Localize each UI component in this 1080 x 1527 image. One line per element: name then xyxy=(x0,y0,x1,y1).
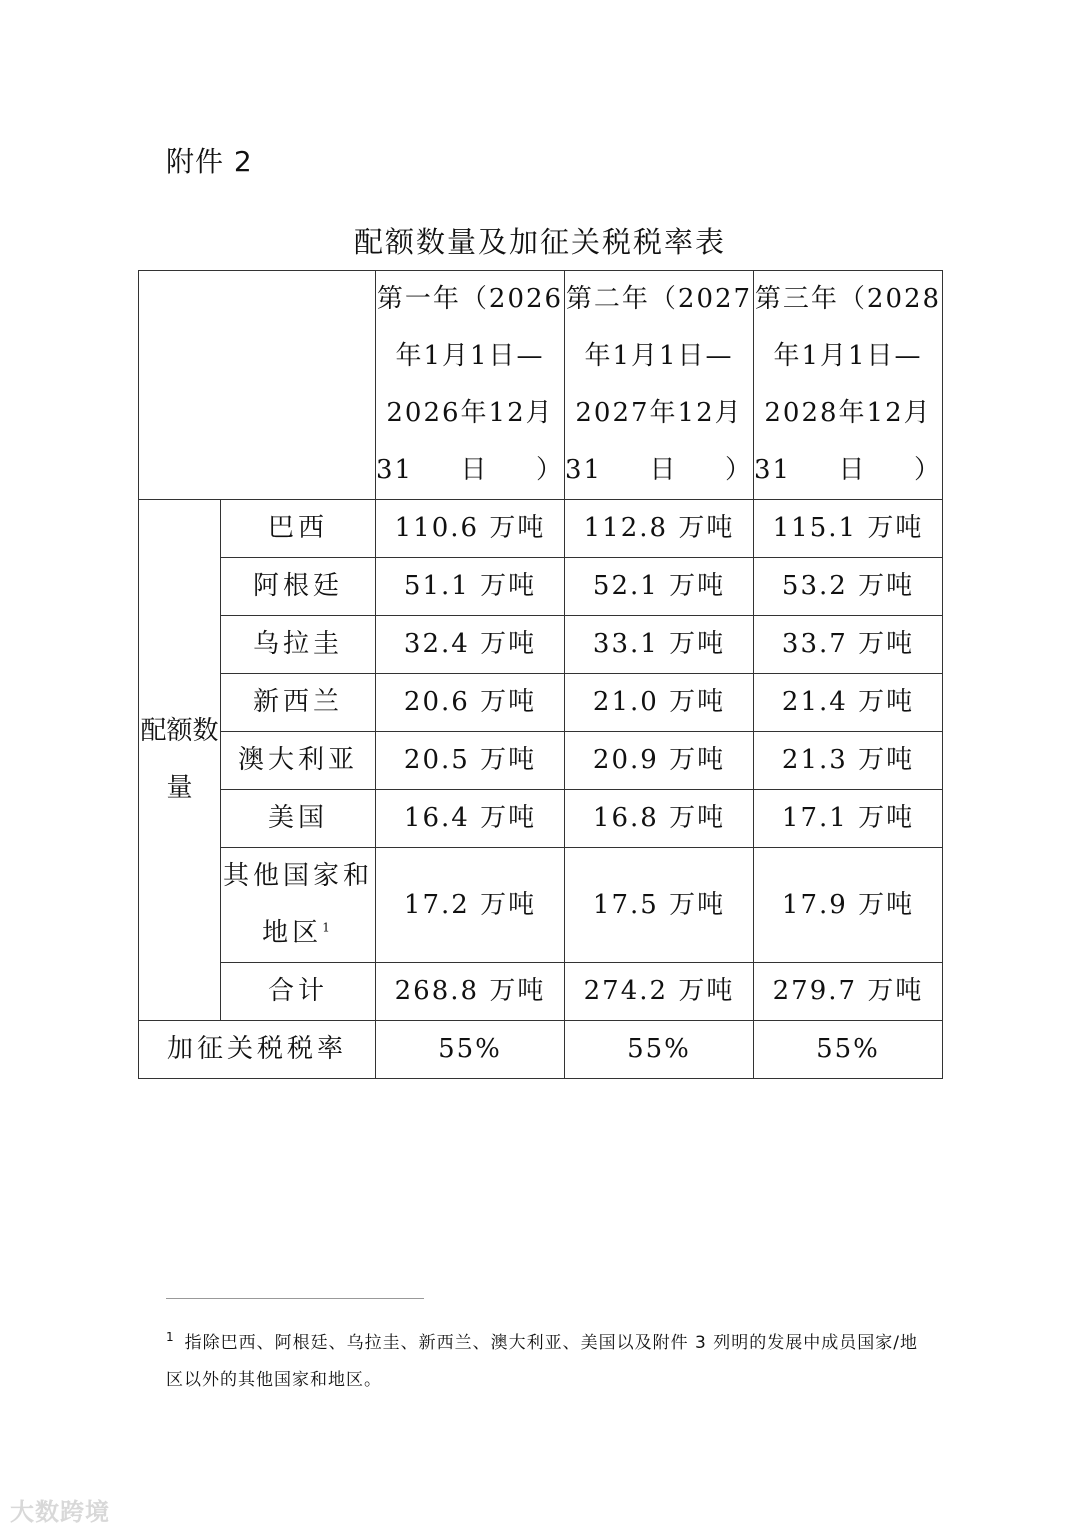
table-row xyxy=(139,848,943,963)
tariff-label: 加征关税税率 xyxy=(139,1021,376,1079)
country-name: 澳大利亚 xyxy=(221,732,376,790)
quota-value: 33.1 万吨 xyxy=(565,616,754,674)
country-name: 新西兰 xyxy=(221,674,376,732)
quota-value: 16.4 万吨 xyxy=(376,790,565,848)
period-year-1: 第一年（2026年1月1日—2026年12月31日） xyxy=(376,271,565,500)
quota-value: 21.4 万吨 xyxy=(754,674,943,732)
table-row xyxy=(139,558,943,616)
watermark: 大数跨境 xyxy=(10,1498,110,1526)
quota-value: 17.1 万吨 xyxy=(754,790,943,848)
footnote-divider xyxy=(166,1298,424,1299)
quota-value: 20.6 万吨 xyxy=(376,674,565,732)
table-title: 配额数量及加征关税税率表 xyxy=(353,225,726,259)
table-row xyxy=(139,674,943,732)
quota-value: 20.9 万吨 xyxy=(565,732,754,790)
quota-value: 268.8 万吨 xyxy=(376,963,565,1021)
period-year-3: 第三年（2028年1月1日—2028年12月31日） xyxy=(754,271,943,500)
country-name: 乌拉圭 xyxy=(221,616,376,674)
quota-value: 17.9 万吨 xyxy=(754,848,943,963)
quota-value: 16.8 万吨 xyxy=(565,790,754,848)
header-row xyxy=(139,271,943,500)
quota-value: 53.2 万吨 xyxy=(754,558,943,616)
quota-value: 51.1 万吨 xyxy=(376,558,565,616)
footnote-mark: 1 xyxy=(322,920,334,935)
country-name xyxy=(221,848,376,963)
table-row xyxy=(139,732,943,790)
header-empty-cell xyxy=(139,271,376,500)
quota-value: 20.5 万吨 xyxy=(376,732,565,790)
quota-group-label: 配额数量 xyxy=(139,500,221,1021)
country-name: 巴西 xyxy=(221,500,376,558)
country-name: 美国 xyxy=(221,790,376,848)
table-row xyxy=(139,616,943,674)
tariff-value: 55% xyxy=(565,1021,754,1079)
quota-value: 52.1 万吨 xyxy=(565,558,754,616)
tariff-value: 55% xyxy=(754,1021,943,1079)
footnote-number: 1 xyxy=(166,1330,175,1345)
quota-value: 279.7 万吨 xyxy=(754,963,943,1021)
country-name-text: 其他国家和地区 xyxy=(222,861,373,948)
attachment-label: 附件 2 xyxy=(166,145,253,178)
quota-value: 115.1 万吨 xyxy=(754,500,943,558)
table-row xyxy=(139,790,943,848)
quota-value: 33.7 万吨 xyxy=(754,616,943,674)
quota-value: 110.6 万吨 xyxy=(376,500,565,558)
quota-value: 17.2 万吨 xyxy=(376,848,565,963)
table-row xyxy=(139,500,943,558)
quota-value: 17.5 万吨 xyxy=(565,848,754,963)
quota-value: 274.2 万吨 xyxy=(565,963,754,1021)
footnote xyxy=(166,1325,926,1399)
quota-table xyxy=(138,270,943,1079)
country-name: 合计 xyxy=(221,963,376,1021)
tariff-value: 55% xyxy=(376,1021,565,1079)
quota-value: 21.3 万吨 xyxy=(754,732,943,790)
tariff-row xyxy=(139,1021,943,1079)
country-name: 阿根廷 xyxy=(221,558,376,616)
quota-value: 32.4 万吨 xyxy=(376,616,565,674)
quota-value: 112.8 万吨 xyxy=(565,500,754,558)
footnote-text: 指除巴西、阿根廷、乌拉圭、新西兰、澳大利亚、美国以及附件 3 列明的发展中成员国家/地区以外的其他国家和地区。 xyxy=(166,1333,918,1390)
period-year-2: 第二年（2027年1月1日—2027年12月31日） xyxy=(565,271,754,500)
quota-value: 21.0 万吨 xyxy=(565,674,754,732)
table-row-total xyxy=(139,963,943,1021)
